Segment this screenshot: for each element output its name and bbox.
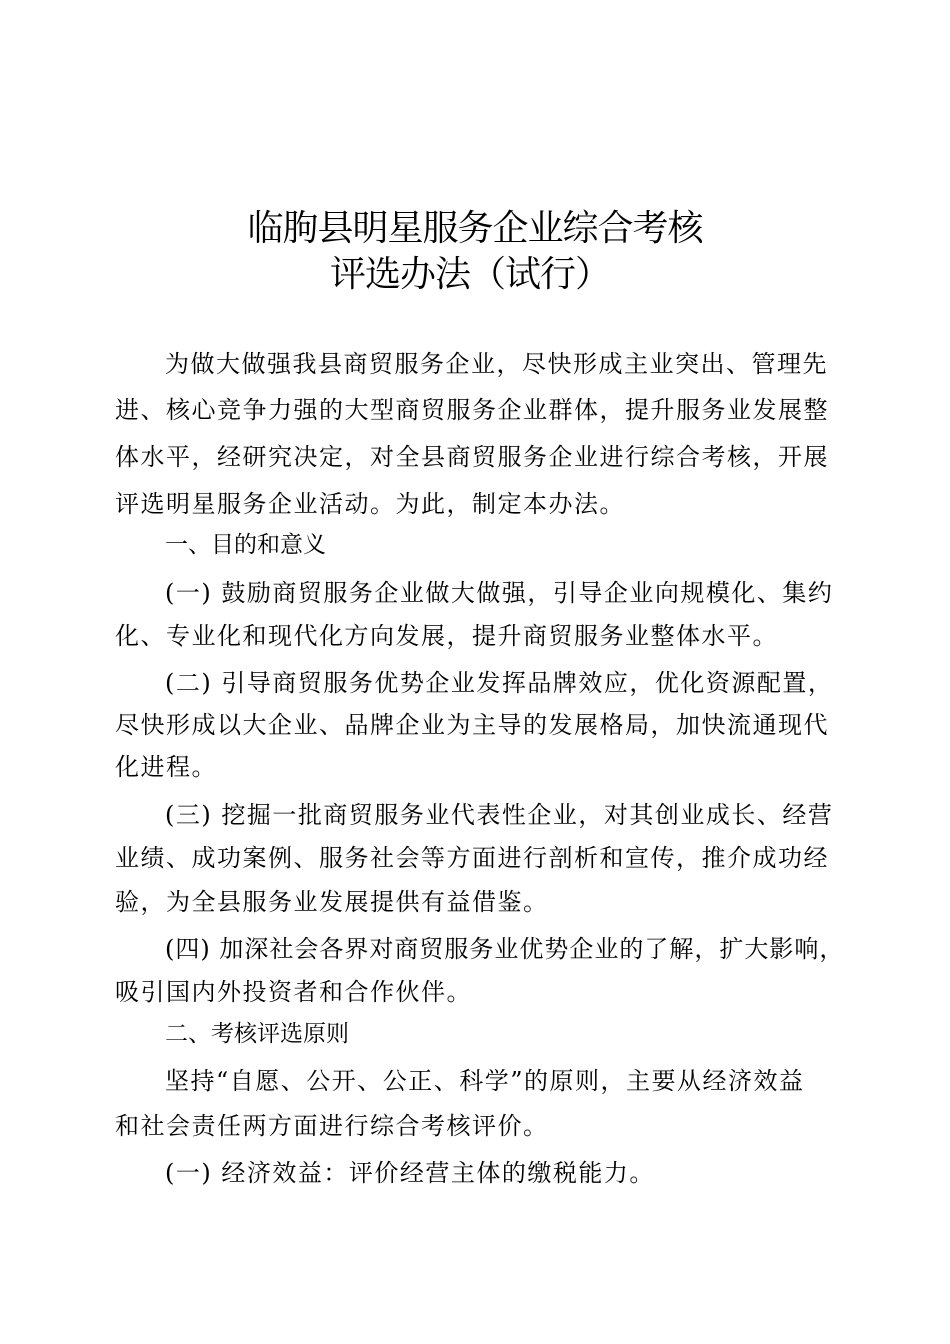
- section-heading-2: 二、考核评选原则: [165, 1021, 349, 1047]
- paragraph-line: 吸引国内外投资者和合作伙伴。: [115, 978, 472, 1006]
- paragraph-line: (四) 加深社会各界对商贸服务业优势企业的了解，扩大影响，: [165, 935, 845, 963]
- paragraph-line: 尽快形成以大企业、品牌企业为主导的发展格局，加快流通现代: [115, 711, 829, 739]
- document-title-line-1: 临朐县明星服务企业综合考核: [247, 208, 703, 249]
- paragraph-line: 化、专业化和现代化方向发展，提升商贸服务业整体水平。: [115, 622, 778, 650]
- intro-line-1: 为做大做强我县商贸服务企业，尽快形成主业突出、管理先: [165, 350, 828, 378]
- paragraph-line: (二) 引导商贸服务优势企业发挥品牌效应，优化资源配置，: [165, 669, 834, 697]
- paragraph-line: 和社会责任两方面进行综合考核评价。: [115, 1112, 549, 1140]
- intro-line-4: 评选明星服务企业活动。为此，制定本办法。: [115, 490, 625, 518]
- paragraph-line: 业绩、成功案例、服务社会等方面进行剖析和宣传，推介成功经: [115, 844, 829, 872]
- paragraph-line: 验，为全县服务业发展提供有益借鉴。: [115, 888, 549, 916]
- paragraph-line: (一) 鼓励商贸服务企业做大做强，引导企业向规模化、集约: [165, 579, 834, 607]
- document-title-line-2: 评选办法（试行）: [329, 254, 610, 295]
- intro-line-3: 体水平，经研究决定，对全县商贸服务企业进行综合考核，开展: [115, 443, 829, 471]
- section-heading-1: 一、目的和意义: [165, 532, 326, 558]
- paragraph-line: 化进程。: [115, 753, 217, 781]
- paragraph-line: (一) 经济效益：评价经营主体的缴税能力。: [165, 1159, 655, 1187]
- intro-line-2: 进、核心竞争力强的大型商贸服务企业群体，提升服务业发展整: [115, 396, 829, 424]
- paragraph-line: 坚持“自愿、公开、公正、科学”的原则，主要从经济效益: [165, 1067, 805, 1095]
- paragraph-line: (三) 挖掘一批商贸服务业代表性企业，对其创业成长、经营: [165, 801, 834, 829]
